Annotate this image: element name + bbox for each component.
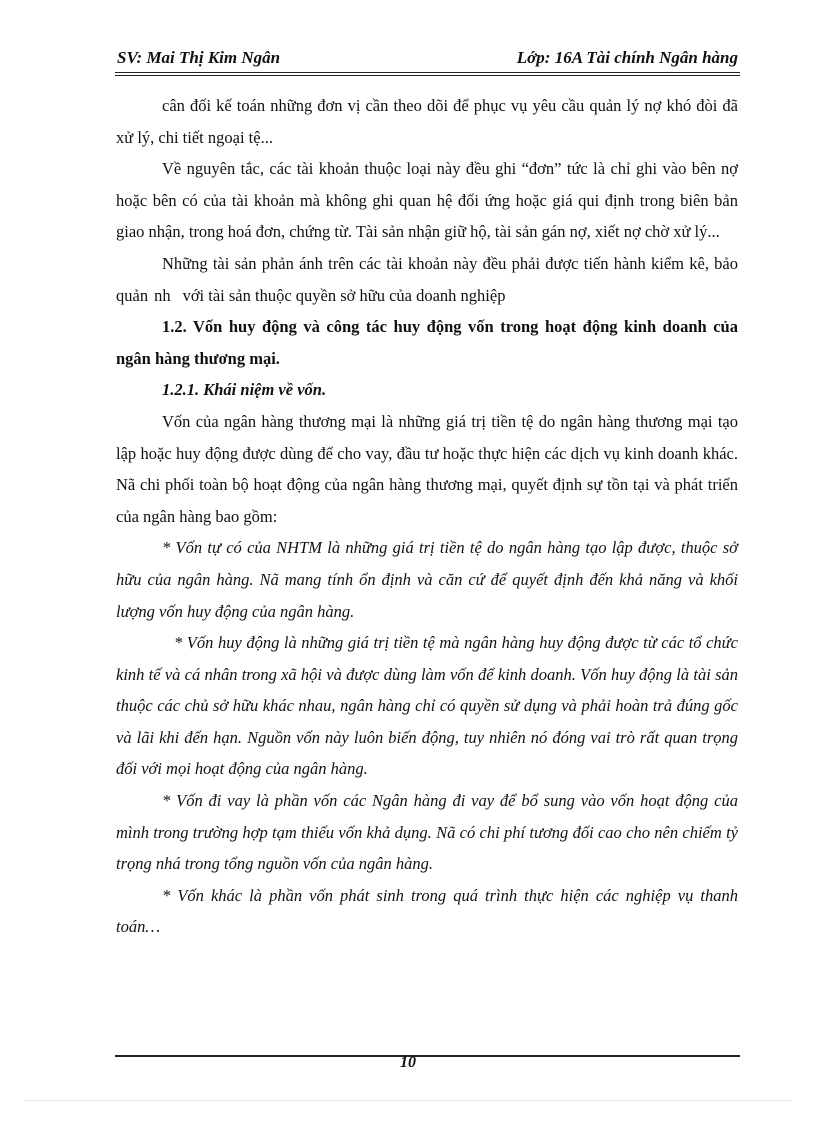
paragraph-inventory-end: với tài sản thuộc quyền sở hữu của doanh nghiệp — [182, 285, 506, 305]
document-body — [116, 90, 738, 943]
header-author: SV: Mai Thị Kim Ngân — [117, 48, 281, 67]
paragraph-inventory — [116, 248, 738, 311]
section-heading: 1.2. Vốn huy động và công tác huy động vốn trong hoạt động kinh doanh của ngân hàng thương mại. — [116, 317, 738, 368]
paragraph-capital-definition: Vốn của ngân hàng thương mại là những giá trị tiền tệ do ngân hàng thương mại tạo lập hoặc huy động được dùng để cho vay, đầu tư hoặc thực hiện các dịch vụ kinh doanh khác. Nã chi phối toàn bộ hoạt động của ngân hàng thương mại, quyết định sự tồn tại và phát triển của ngân hàng bao gồm: — [116, 411, 738, 526]
paragraph-inventory-fragment: nh — [154, 285, 171, 305]
list-item-own-capital: * Vốn tự có của NHTM là những giá trị tiền tệ do ngân hàng tạo lập được, thuộc sở hữu của ngân hàng. Nã mang tính ổn định và căn cứ để quyết định đến khả năng và khối lượng vốn huy động của ngân hàng. — [116, 538, 738, 621]
page-bottom-edge — [25, 1100, 791, 1101]
page-number: 10 — [400, 1054, 416, 1071]
list-item-other-capital: * Vốn khác là phần vốn phát sinh trong quá trình thực hiện các nghiệp vụ thanh toán… — [116, 885, 738, 937]
list-item-borrowed-capital: * Vốn đi vay là phần vốn các Ngân hàng đi vay để bổ sung vào vốn hoạt động của mình trong trường hợp tạm thiếu vốn khả dụng. Nã có chi phí tương đối cao cho nên chiếm tỷ trọng nhá trong tổng nguồn vốn của ngân hàng. — [116, 791, 738, 874]
header-divider — [115, 72, 740, 76]
paragraph-continuation: cân đối kế toán những đơn vị cần theo dõi để phục vụ yêu cầu quản lý nợ khó đòi đã xử lý, chi tiết ngoại tệ... — [116, 96, 738, 147]
list-item-mobilized-capital: * Vốn huy động là những giá trị tiền tệ mà ngân hàng huy động được từ các tổ chức kinh tế và cá nhân trong xã hội và được dùng làm vốn để kinh doanh. Vốn huy động là tài sản thuộc các chủ sở hữu khác nhau, ngân hàng chỉ có quyền sử dụng và phải hoàn trả đúng gốc và lãi khi đến hạn. Nguồn vốn này luôn biến động, tuy nhiên nó đóng vai trò rất quan trọng đối với mọi hoạt động của ngân hàng. — [116, 633, 738, 779]
page-header — [115, 48, 740, 70]
paragraph-principle: Về nguyên tắc, các tài khoản thuộc loại này đều ghi “đơn” tức là chỉ ghi vào bên nợ hoặc bên có của tài khoản mà không ghi quan hệ đối ứng hoặc giá qui định trong biên bản giao nhận, trong hoá đơn, chứng từ. Tài sản nhận giữ hộ, tài sản gán nợ, xiết nợ chờ xử lý... — [116, 159, 738, 242]
subsection-heading: 1.2.1. Khái niệm về vốn. — [162, 380, 327, 400]
paragraph-inventory-text: Những tài sản phản ánh trên các tài khoản này đều phải được tiến hành kiểm kê, bảo quản — [116, 253, 738, 305]
header-class: Lớp: 16A Tài chính Ngân hàng — [516, 48, 738, 67]
